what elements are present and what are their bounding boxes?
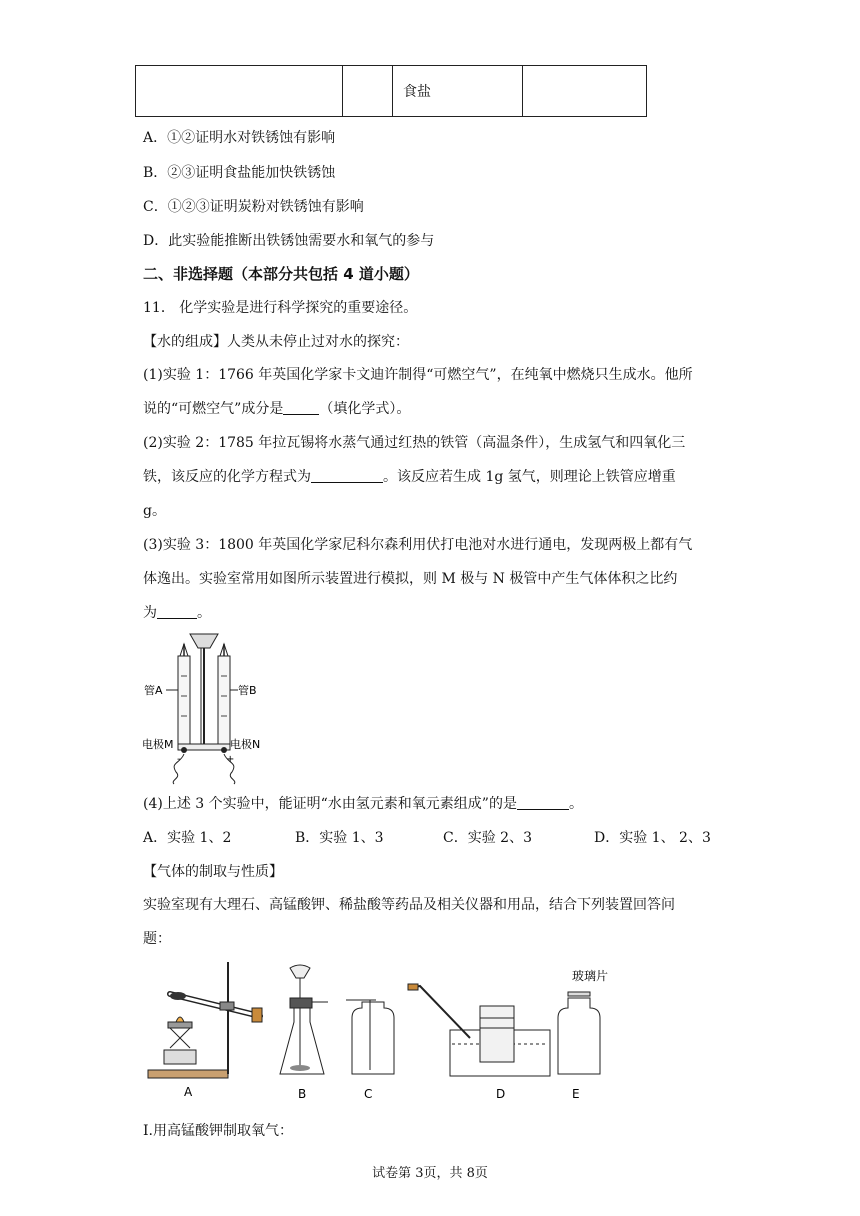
q11-p3-text-b: 。 — [197, 605, 211, 621]
tube-a-label: 管A — [144, 684, 163, 697]
water-heading: 【水的组成】人类从未停止过对水的探究： — [143, 334, 409, 350]
q11-p4-option-c: C．实验 2、3 — [443, 830, 532, 846]
apparatus-figure — [140, 958, 660, 1108]
option-a: A．①②证明水对铁锈蚀有影响 — [143, 130, 336, 146]
gas-line1: 实验室现有大理石、高锰酸钾、稀盐酸等药品及相关仪器和用品，结合下列装置回答问 — [143, 897, 675, 913]
electrolysis-figure — [140, 626, 280, 786]
table-cell — [343, 66, 393, 117]
electrode-n-label: 电极N — [230, 738, 261, 751]
q11-p4-option-a: A．实验 1、2 — [143, 830, 232, 846]
table-cell-salt: 食盐 — [393, 66, 523, 117]
q11-p3-line3 — [143, 602, 211, 622]
q11-p4-option-b: B．实验 1、3 — [295, 830, 384, 846]
page-footer: 试卷第 3页，共 8页 — [372, 1166, 488, 1181]
table-cell — [523, 66, 647, 117]
section-title: 二、非选择题（本部分共包括 4 道小题） — [143, 265, 419, 283]
q11-p2-line3: g。 — [143, 503, 166, 519]
gas-line2: 题： — [143, 931, 171, 947]
plus-sign: + — [226, 754, 235, 765]
option-b: B．②③证明食盐能加快铁锈蚀 — [143, 165, 336, 181]
label-c: C — [364, 1087, 373, 1101]
minus-sign: - — [177, 754, 181, 765]
tube-b-label: 管B — [238, 684, 257, 697]
q11-p4-end: 。 — [568, 796, 583, 812]
option-c: C．①②③证明炭粉对铁锈蚀有影响 — [143, 199, 364, 215]
q11-p1-line2 — [143, 398, 410, 418]
q11-p3-line1: (3)实验 3：1800 年英国化学家尼科尔森利用伏打电池对水进行通电，发现两极上都有气 — [143, 537, 693, 553]
q11-p4-option-d: D．实验 1、 2、3 — [594, 830, 711, 846]
q11-p4-text: (4)上述 3 个实验中，能证明“水由氢元素和氧元素组成”的是 — [143, 796, 517, 812]
q11-p3-text-a: 为 — [143, 605, 157, 621]
q11-p2-line2 — [143, 466, 676, 486]
q11-p3-line2: 体逸出。实验室常用如图所示装置进行模拟，则 M 极与 N 极管中产生气体体积之比约 — [143, 571, 678, 587]
label-e: E — [572, 1087, 580, 1101]
gas-heading: 【气体的制取与性质】 — [143, 864, 283, 880]
q11-stem: 11． 化学实验是进行科学探究的重要途径。 — [143, 300, 418, 316]
q11-p4 — [143, 793, 583, 813]
answer-blank-3[interactable] — [157, 604, 197, 619]
q11-p2-text-a: 铁，该反应的化学方程式为 — [143, 469, 311, 485]
option-d: D．此实验能推断出铁锈蚀需要水和氧气的参与 — [143, 233, 435, 249]
q11-p1-text-a: 说的“可燃空气”成分是 — [143, 401, 284, 417]
answer-blank-1[interactable] — [283, 400, 319, 415]
electrode-m-label: 电极M — [142, 738, 174, 751]
label-b: B — [298, 1087, 307, 1101]
q11-p2-text-b: 。该反应若生成 1g 氢气，则理论上铁管应增重 — [383, 469, 676, 485]
label-a: A — [184, 1085, 193, 1099]
part-i-heading: I.用高锰酸钾制取氧气： — [143, 1123, 293, 1139]
q11-p2-line1: (2)实验 2：1785 年拉瓦锡将水蒸气通过红热的铁管（高温条件），生成氢气和四氧化三 — [143, 435, 686, 451]
q11-p1-text-b: （填化学式）。 — [319, 401, 411, 417]
table-cell — [136, 66, 343, 117]
table-row — [135, 65, 647, 117]
answer-blank-2[interactable] — [311, 468, 383, 483]
glass-plate-label: 玻璃片 — [572, 969, 609, 983]
label-d: D — [496, 1087, 506, 1101]
q11-p1-line1: (1)实验 1：1766 年英国化学家卡文迪许制得“可燃空气”，在纯氧中燃烧只生成水。他所 — [143, 367, 693, 383]
answer-blank-4[interactable] — [517, 795, 569, 810]
